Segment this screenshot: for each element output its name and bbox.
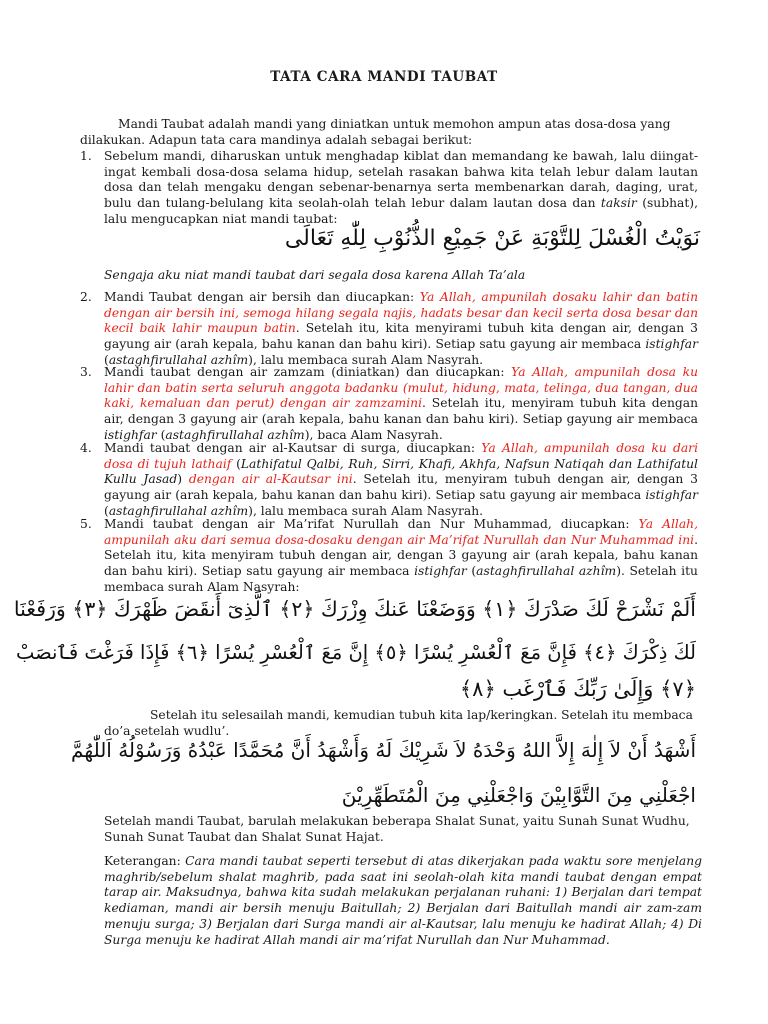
list-item-3 — [80, 365, 698, 444]
list-item-4 — [80, 441, 698, 520]
item-text: Mandi taubat dengan air al-Kautsar di surga, diucapkan: Ya Allah, ampunilah dosa ku dari dosa di tujuh lathaif (Lathifatul Qalbi, Ruh, Sirri, Khafi, Akhfa, Nafsun Natiqah dan Lathifatul Kullu Jasad) dengan air al-Kautsar ini. Setelah itu, menyiram tubuh dengan air, dengan 3 gayung air (arah kepala, bahu kanan dan bahu kiri). Setiap satu gayung air membaca istighfar (astaghfirullahal azhîm), lalu membaca surah Alam Nasyrah. — [104, 441, 698, 518]
item-text: Mandi taubat dengan air zamzam (diniatkan) dan diucapkan: Ya Allah, ampunilah dosa ku lahir dan batin serta seluruh anggota badanku (mulut, hidung, mata, telinga, dua tangan, dua kaki, kemaluan dan perut) dengan air zamzamini. Setelah itu, menyiram tubuh kita dengan air, dengan 3 gayung air (arah kepala, bahu kanan dan bahu kiri). Setiap gayung air membaca istighfar (astaghfirullahal azhîm), baca Alam Nasyrah. — [104, 365, 698, 442]
doa-line-2: اجْعَلْنِي مِنَ التَّوَّابِيْنَ وَاجْعَلْنِي مِنَ الْمُتَطَهِّرِيْنَ — [341, 783, 696, 807]
niat-arabic: نَوَيْتُ الْغُسْلَ لِلتَّوْبَةِ عَنْ جَمِيْعِ الذُّنُوْبِ لِلّٰهِ تَعَالَى — [284, 226, 700, 251]
list-item-2 — [80, 290, 698, 369]
note-label: Keterangan: — [104, 854, 186, 868]
item-text: Sebelum mandi, diharuskan untuk menghadap kiblat dan memandang ke bawah, lalu diingat-ingat kembali dosa-dosa selama hidup, setelah rasakan bahwa kita telah lebur dalam lautan dosa dan telah mengaku dengan sebenar-benarnya serta membenarkan darah, daging, urat, bulu dan tulang-belulang kita seolah-olah telah lebur dalam lautan dosa dan taksir (subhat), lalu mengucapkan niat mandi taubat: — [104, 149, 698, 226]
item-text: Mandi Taubat dengan air bersih dan diucapkan: Ya Allah, ampunilah dosaku lahir dan batin dengan air bersih ini, semoga hilang segala najis, hadats besar dan kecil serta dosa besar dan kecil baik lahir maupun batin. Setelah itu, kita menyirami tubuh kita dengan air, dengan 3 gayung air (arah kepala, bahu kanan dan bahu kiri). Setiap satu gayung air membaca istighfar (astaghfirullahal azhîm), lalu membaca surah Alam Nasyrah. — [104, 290, 698, 367]
intro-paragraph: Mandi Taubat adalah mandi yang diniatkan untuk memohon ampun atas dosa-dosa yang dilakukan. Adapun tata cara mandinya adalah sebagai berikut: — [80, 117, 671, 147]
after-paragraph: Setelah mandi Taubat, barulah melakukan beberapa Shalat Sunat, yaitu Sunah Sunat Wudhu, Sunah Sunat Taubat dan Shalat Sunat Hajat. — [104, 814, 690, 844]
item-text: Mandi taubat dengan air Ma’rifat Nurullah dan Nur Muhammad, diucapkan: Ya Allah, ampunilah aku dari semua dosa-dosaku dengan air Ma’rifat Nurullah dan Nur Muhammad ini. Setelah itu, kita menyiram tubuh dengan air, dengan 3 gayung air (arah kepala, bahu kanan dan bahu kiri). Setiap satu gayung air membaca istighfar (astaghfirullahal azhîm). Setelah itu membaca surah Alam Nasyrah: — [104, 517, 698, 594]
niat-translation: Sengaja aku niat mandi taubat dari segala dosa karena Allah Ta’ala — [104, 268, 526, 282]
list-item-1 — [80, 149, 698, 228]
doa-line-1: أَشْهَدُ أَنْ لاَ إِلٰهَ إِلاَّ اللهُ وَحْدَهُ لاَ شَرِيْكَ لَهُ وَأَشْهَدُ أَنَّ مُحَمَّدًا عَبْدُهُ وَرَسُوْلُهُ اَللّٰهُمَّ — [71, 738, 696, 762]
item-number: 4. — [80, 441, 92, 455]
item-number: 3. — [80, 365, 92, 379]
surah-line-1: أَلَمْ نَشْرَحْ لَكَ صَدْرَكَ ﴿١﴾ وَوَضَعْنَا عَنكَ وِزْرَكَ ﴿٢﴾ ٱلَّذِىٓ أَنقَضَ ظَهْرَكَ ﴿٣﴾ وَرَفَعْنَا — [13, 597, 696, 621]
item-number: 1. — [80, 149, 92, 163]
list-item-5 — [80, 517, 698, 596]
closing-paragraph: Setelah itu selesailah mandi, kemudian tubuh kita lap/keringkan. Setelah itu membaca do’a setelah wudlu’. — [104, 708, 693, 738]
note-paragraph — [104, 854, 702, 948]
surah-line-3: ﴿٧﴾ وَإِلَىٰ رَبِّكَ فَٱرْغَب ﴿٨﴾ — [459, 677, 696, 701]
item-number: 2. — [80, 290, 92, 304]
note-text: Cara mandi taubat seperti tersebut di atas dikerjakan pada waktu sore menjelang maghrib/sebelum shalat maghrib, pada saat ini seolah-olah kita mandi taubat dengan empat tarap air. Maksudnya, bahwa kita sudah melakukan perjalanan ruhani: 1) Berjalan dari tempat kediaman, mandi air bersih menuju Baitullah; 2) Berjalan dari Baitullah mandi air zam-zam menuju surga; 3) Berjalan dari Surga mandi air al-Kautsar, lalu menuju ke hadirat Allah; 4) Di Surga menuju ke hadirat Allah mandi air ma’rifat Nurullah dan Nur Muhammad. — [104, 854, 702, 947]
item-number: 5. — [80, 517, 92, 531]
surah-line-2: لَكَ ذِكْرَكَ ﴿٤﴾ فَإِنَّ مَعَ ٱلْعُسْرِ يُسْرًا ﴿٥﴾ إِنَّ مَعَ ٱلْعُسْرِ يُسْرًا ﴿٦﴾ فَإِذَا فَرَغْتَ فَٱنصَبْ — [15, 641, 696, 664]
page-title: TATA CARA MANDI TAUBAT — [270, 69, 498, 85]
